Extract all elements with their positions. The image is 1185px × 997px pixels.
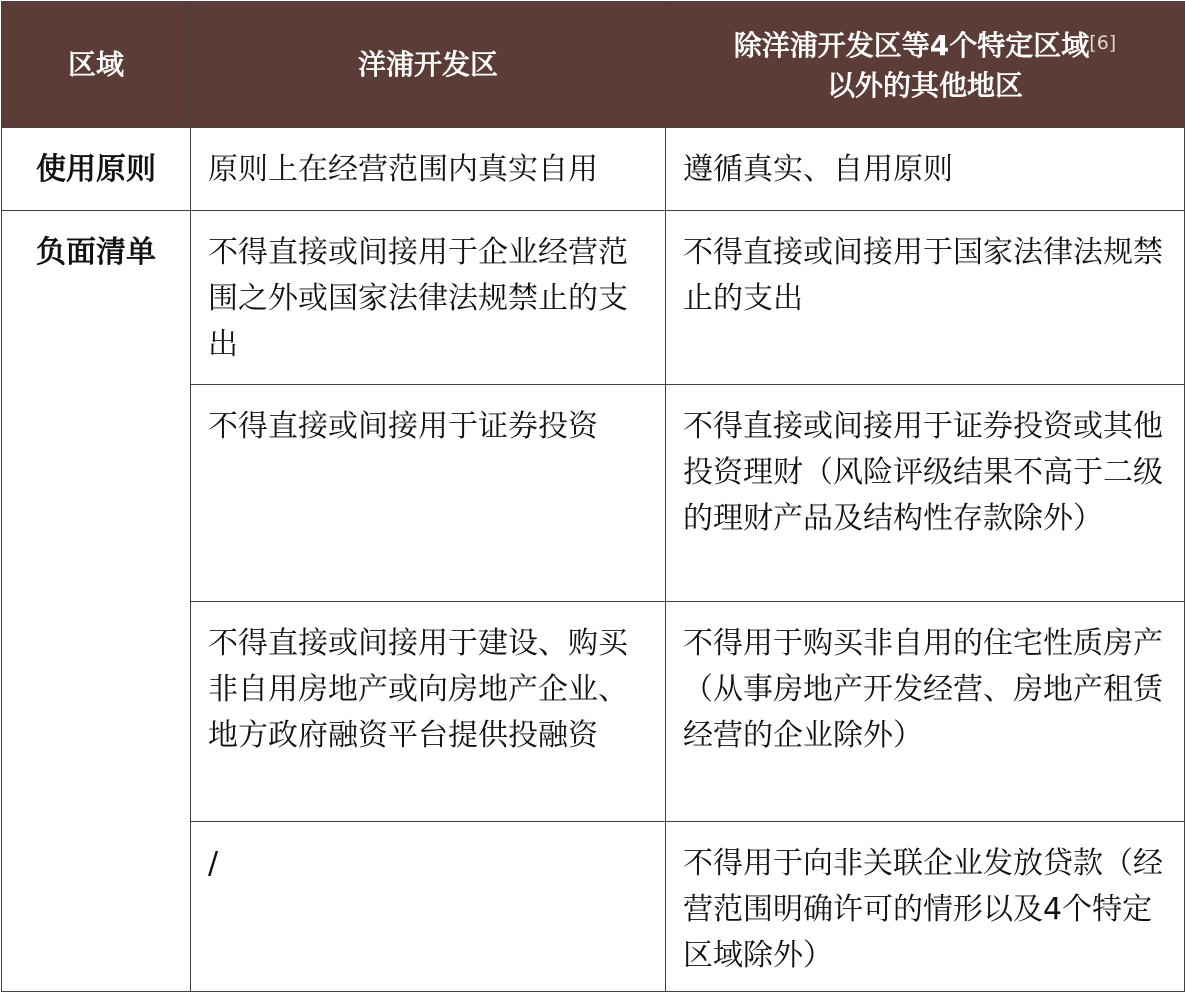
table-row xyxy=(2,128,1185,211)
cell-other: 不得用于向非关联企业发放贷款（经营范围明确许可的情形以及4个特定区域除外） xyxy=(666,822,1185,992)
header-yangpu: 洋浦开发区 xyxy=(191,2,666,128)
cell-yangpu: 原则上在经营范围内真实自用 xyxy=(191,128,666,211)
cell-yangpu: 不得直接或间接用于建设、购买非自用房地产或向房地产企业、地方政府融资平台提供投融资 xyxy=(191,602,666,822)
row-label-principle: 使用原则 xyxy=(2,128,191,211)
footnote-ref[interactable]: [6] xyxy=(1089,32,1117,54)
table-row xyxy=(2,211,1185,385)
regulation-comparison-table xyxy=(1,1,1185,992)
cell-other: 不得直接或间接用于证券投资或其他投资理财（风险评级结果不高于二级的理财产品及结构性存款除外） xyxy=(666,385,1185,602)
header-other-line2: 以外的其他地区 xyxy=(826,69,1023,102)
header-region: 区域 xyxy=(2,2,191,128)
cell-other: 不得直接或间接用于国家法律法规禁止的支出 xyxy=(666,211,1185,385)
cell-yangpu: 不得直接或间接用于企业经营范围之外或国家法律法规禁止的支出 xyxy=(191,211,666,385)
cell-other: 不得用于购买非自用的住宅性质房产（从事房地产开发经营、房地产租赁经营的企业除外） xyxy=(666,602,1185,822)
header-other-regions xyxy=(666,2,1185,128)
row-label-negative-list: 负面清单 xyxy=(2,211,191,992)
header-other-line1: 除洋浦开发区等4个特定区域 xyxy=(733,29,1090,62)
cell-other: 遵循真实、自用原则 xyxy=(666,128,1185,211)
cell-yangpu: / xyxy=(191,822,666,992)
header-row xyxy=(2,2,1185,128)
cell-yangpu: 不得直接或间接用于证券投资 xyxy=(191,385,666,602)
